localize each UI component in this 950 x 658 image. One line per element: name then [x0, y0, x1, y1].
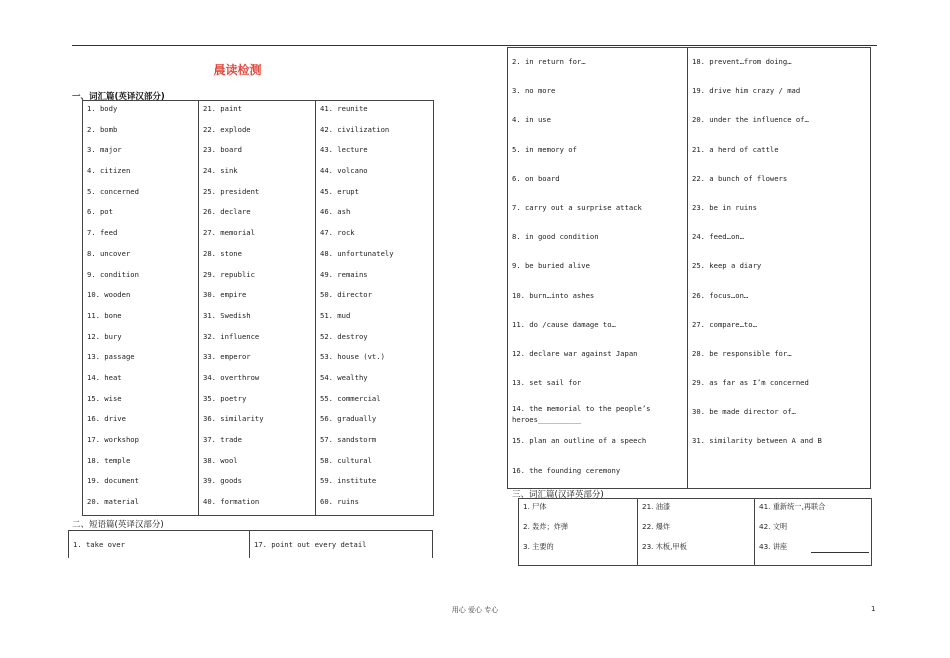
vocab-item: 39. goods [203, 476, 242, 486]
phrase-item: 5. in memory of [512, 144, 577, 154]
phrase-item: 16. the founding ceremony [512, 465, 621, 475]
vocab-item: 19. document [87, 476, 139, 486]
vocab-item: 41. reunite [320, 104, 368, 113]
vocab-item: 38. wool [203, 455, 238, 465]
cn-vocab-item: 42. 文明 [759, 522, 788, 531]
phrase-item: 14. the memorial to the people’s heroes__________ [512, 404, 651, 425]
vocab-item: 59. institute [320, 476, 377, 486]
section3-heading: 三、词汇篇(汉译英部分) [512, 490, 604, 500]
vocab-item: 50. director [320, 290, 372, 300]
vocab-item: 29. republic [203, 269, 255, 279]
vocab-item: 40. formation [203, 497, 260, 507]
vocab-item: 22. explode [203, 124, 251, 134]
vocab-item: 51. mud [320, 310, 351, 320]
section2-heading: 二、短语篇(英译汉部分) [72, 520, 164, 530]
cn-vocab-item: 1. 尸体 [523, 502, 547, 511]
vocab-item: 60. ruins [320, 497, 359, 507]
cn-column-1 [519, 499, 637, 559]
vocab-item: 46. ash [320, 207, 351, 217]
vocab-item: 54. wealthy [320, 372, 368, 382]
phrase-item: 18. prevent…from doing… [692, 57, 792, 66]
vocab-item: 28. stone [203, 248, 242, 258]
phrase-item: 12. declare war against Japan [512, 348, 638, 358]
phrase-item: 23. be in ruins [692, 202, 757, 212]
phrase-item: 19. drive him crazy / mad [692, 86, 801, 96]
vocab-item: 34. overthrow [203, 372, 260, 382]
vocab-item: 21. paint [203, 104, 242, 113]
vocab-item: 57. sandstorm [320, 435, 377, 444]
vocab-item: 32. influence [203, 331, 260, 341]
phrase-item: 9. be buried alive [512, 261, 590, 271]
vocab-item: 8. uncover [87, 248, 131, 258]
phrase-item: 10. burn…into ashes [512, 290, 595, 300]
phrase-item: 4. in use [512, 115, 551, 125]
vocab-item: 9. condition [87, 269, 139, 279]
phrase-item: 2. in return for… [512, 57, 586, 66]
vocab-item: 58. cultural [320, 455, 372, 465]
vocab-item: 53. house (vt.) [320, 352, 385, 362]
phrase-item: 26. focus…on… [692, 290, 749, 300]
phrase-item: 13. set sail for [512, 378, 582, 388]
cn-vocab-item: 41. 重新统一,再联合 [759, 502, 826, 511]
vocab-item: 5. concerned [87, 186, 139, 196]
cn-vocab-table [518, 498, 872, 566]
vocab-table [82, 100, 434, 516]
vocab-item: 14. heat [87, 372, 122, 382]
vocab-item: 26. declare [203, 207, 251, 217]
vocab-item: 16. drive [87, 414, 126, 424]
vocab-item: 4. citizen [87, 166, 131, 176]
cn-vocab-item: 2. 轰炸；炸弹 [523, 522, 569, 531]
vocab-item: 35. poetry [203, 393, 247, 403]
phrase-item: 20. under the influence of… [692, 115, 809, 125]
phrase-item: 30. be made director of… [692, 407, 796, 417]
page-number: 1 [871, 605, 876, 613]
vocab-item: 27. memorial [203, 228, 255, 238]
vocab-item: 31. Swedish [203, 310, 251, 320]
vocab-item: 42. civilization [320, 124, 390, 134]
vocab-item: 2. bomb [87, 124, 118, 134]
vocab-item: 23. board [203, 145, 242, 155]
phrase-item: 29. as far as I’m concerned [692, 378, 809, 388]
vocab-item: 10. wooden [87, 290, 131, 300]
phrase-item: 11. do /cause damage to… [512, 319, 616, 329]
phrase-item: 8. in good condition [512, 232, 599, 242]
phrase-item: 17. point out every detail [254, 540, 367, 549]
phrase-item: 7. carry out a surprise attack [512, 202, 642, 212]
cn-vocab-item: 22. 爆炸 [642, 522, 671, 531]
phrase-table-bottom [68, 530, 433, 558]
phrase-item: 3. no more [512, 86, 556, 96]
phrase-item: 24. feed…on… [692, 232, 744, 242]
phrase-item: 22. a bunch of flowers [692, 173, 788, 183]
section1-heading: 一、词汇篇(英译汉部分) [72, 92, 165, 102]
vocab-item: 25. president [203, 186, 260, 196]
vocab-item: 13. passage [87, 352, 135, 362]
vocab-item: 37. trade [203, 435, 242, 444]
cn-vocab-item: 3. 主要的 [523, 542, 554, 551]
vocab-item: 33. emperor [203, 352, 251, 362]
cn-vocab-item: 21. 油漆 [642, 502, 671, 511]
phrase-item: 21. a herd of cattle [692, 144, 779, 154]
vocab-item: 56. gradually [320, 414, 377, 424]
vocab-item: 20. material [87, 497, 139, 507]
vocab-item: 1. body [87, 104, 118, 113]
vocab-item: 45. erupt [320, 186, 359, 196]
phrase-item: 1. take over [73, 540, 125, 549]
phrase-item: 31. similarity between A and B [692, 436, 822, 446]
vocab-item: 3. major [87, 145, 122, 155]
phrase-item: 6. on board [512, 173, 560, 183]
phrase-item: 15. plan an outline of a speech [512, 436, 647, 446]
vocab-item: 15. wise [87, 393, 122, 403]
vocab-item: 7. feed [87, 228, 118, 238]
vocab-item: 48. unfortunately [320, 248, 394, 258]
cn-vocab-item: 43. 讲座 [755, 539, 871, 559]
vocab-item: 49. remains [320, 269, 368, 279]
vocab-item: 24. sink [203, 166, 238, 176]
phrase-item: 27. compare…to… [692, 319, 757, 329]
vocab-item: 12. bury [87, 331, 122, 341]
vocab-item: 36. similarity [203, 414, 264, 424]
vocab-item: 47. rock [320, 228, 355, 238]
vocab-item: 44. volcano [320, 166, 368, 176]
footer-text: 用心 爱心 专心 [451, 606, 499, 614]
vocab-item: 17. workshop [87, 435, 139, 444]
vocab-item: 18. temple [87, 455, 131, 465]
phrase-item: 28. be responsible for… [692, 348, 792, 358]
phrase-table-top [507, 47, 871, 489]
answer-blank [811, 543, 869, 553]
vocab-column-1 [83, 101, 198, 515]
page-title: 晨读检测 [213, 63, 262, 77]
cn-vocab-item: 23. 木板,甲板 [642, 542, 687, 551]
vocab-item: 43. lecture [320, 145, 368, 155]
vocab-column-3 [316, 101, 433, 515]
cn-column-3 [755, 499, 871, 559]
vocab-item: 6. pot [87, 207, 113, 217]
phrases-right-column [688, 48, 870, 457]
header-rule [72, 45, 877, 46]
vocab-item: 30. empire [203, 290, 247, 300]
vocab-column-2 [199, 101, 315, 515]
cn-column-2 [638, 499, 754, 559]
phrases-left-column [508, 48, 687, 486]
vocab-item: 11. bone [87, 310, 122, 320]
vocab-item: 52. destroy [320, 331, 368, 341]
phrase-item: 25. keep a diary [692, 261, 762, 271]
vocab-item: 55. commercial [320, 393, 381, 403]
